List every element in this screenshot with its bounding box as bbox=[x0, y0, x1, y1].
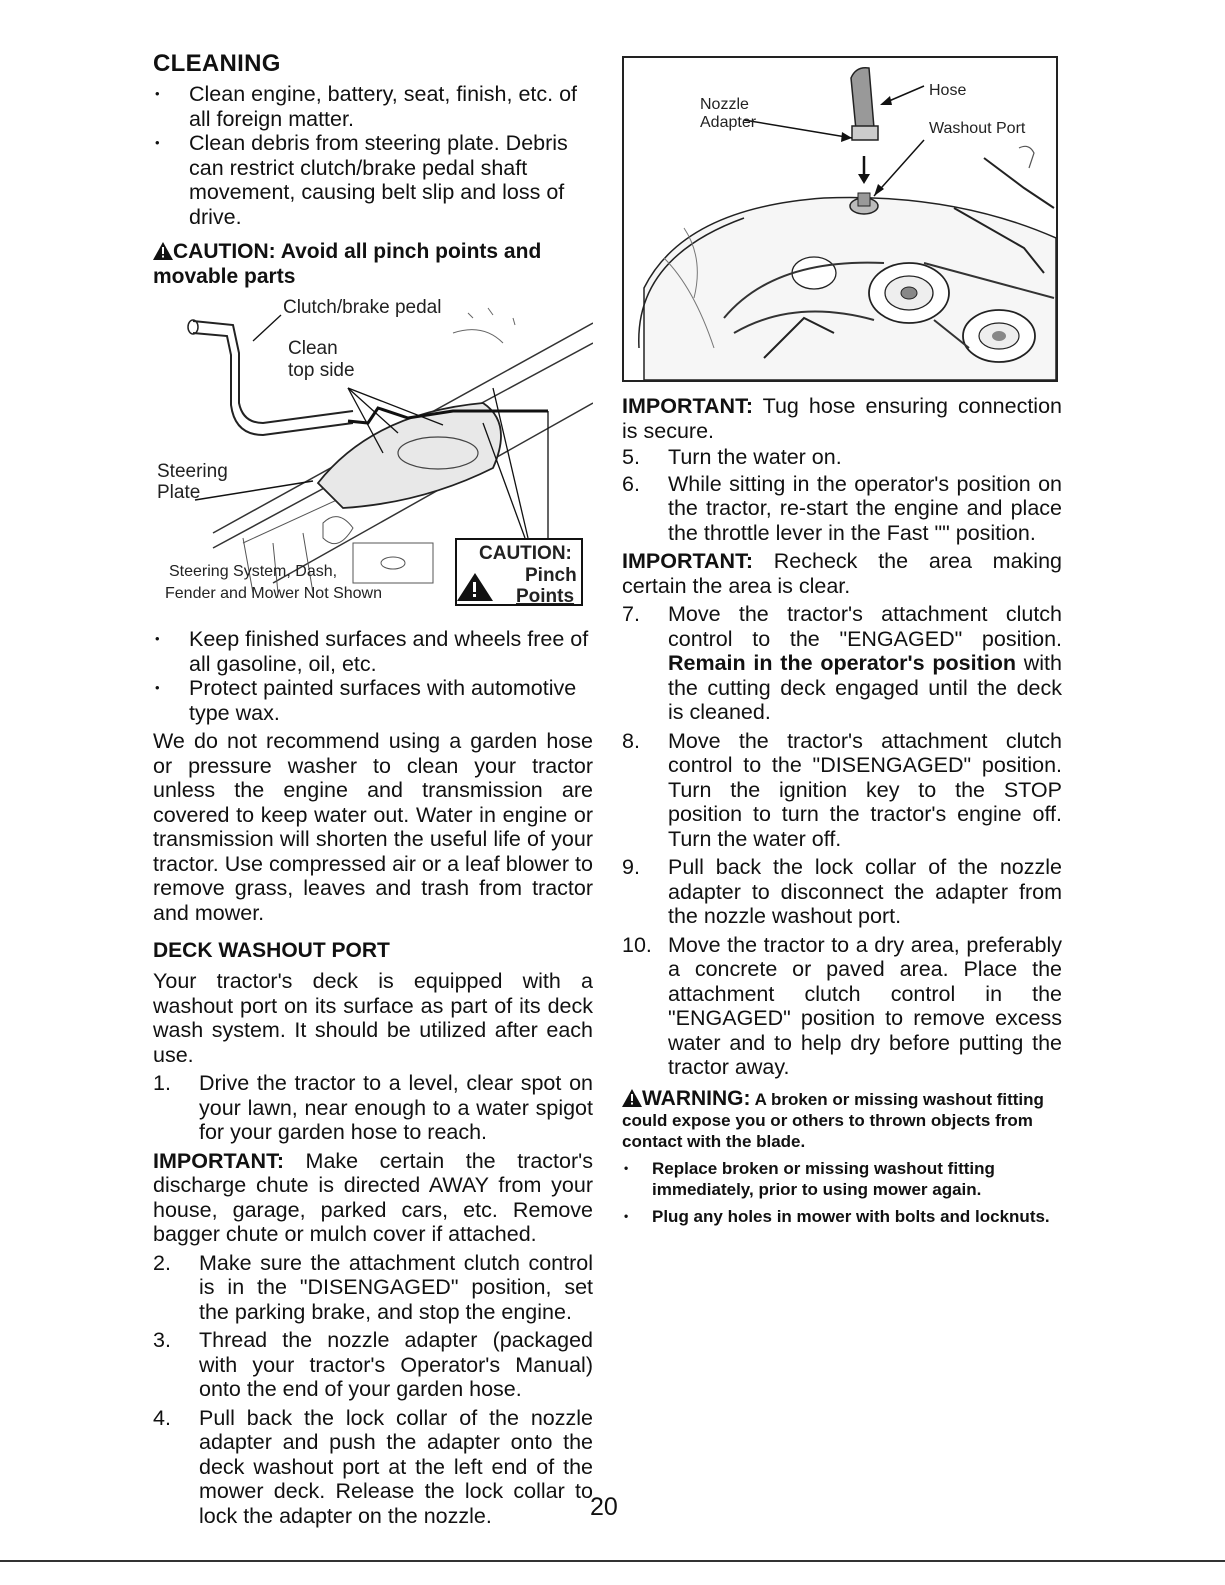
cleaning-bullet-3: • Keep finished surfaces and wheels free of all gasoline, oil, etc. bbox=[153, 627, 593, 676]
label-clean: Clean bbox=[288, 338, 338, 359]
right-column bbox=[622, 56, 1062, 1227]
bottom-rule bbox=[0, 1560, 1225, 1562]
label-steering-system-dash: Steering System, Dash, bbox=[169, 563, 338, 580]
label-hose: Hose bbox=[929, 82, 967, 99]
step-1: 1. Drive the tractor to a level, clear spot on your lawn, near enough to a water spigot for your garden hose to reach. bbox=[153, 1071, 593, 1144]
cleaning-bullet-1: • Clean engine, battery, seat, finish, etc. of all foreign matter. bbox=[153, 82, 593, 131]
label-steering: Steering bbox=[157, 461, 228, 482]
step-8-text: Move the tractor's attachment clutch control to the "DISENGAGED" position. Turn the ignition key to the STOP position to turn the tractor's engine off. Turn the water off. bbox=[668, 728, 1062, 851]
important-1-text: Make certain the tractor's discharge chute is directed AWAY from your house, garage, parked cars, etc. Remove bagger chute or mulch cover if attached. bbox=[153, 1148, 593, 1246]
label-plate: Plate bbox=[157, 482, 201, 503]
caution-box-points: Points bbox=[516, 586, 575, 607]
step-4-text: Pull back the lock collar of the nozzle adapter and push the adapter onto the deck washout port at the left end of the mower deck. Release the lock collar to lock the adapter on the nozzle. bbox=[199, 1405, 593, 1528]
warning-text: A broken or missing washout fitting could expose you or others to thrown objects from contact with the blade. bbox=[622, 1089, 1044, 1151]
warning-block bbox=[622, 1088, 1062, 1152]
cleaning-heading: CLEANING bbox=[153, 50, 281, 77]
step-3: 3. Thread the nozzle adapter (packaged with your tractor's Operator's Manual) onto the end of your garden hose. bbox=[153, 1328, 593, 1401]
step-5: 5. Turn the water on. bbox=[622, 445, 842, 469]
step-5-text: Turn the water on. bbox=[668, 445, 842, 469]
step-2-text: Make sure the attachment clutch control is in the "DISENGAGED" position, set the parking brake, and stop the engine. bbox=[199, 1250, 593, 1324]
step-6: 6. While sitting in the operator's position on the tractor, re-start the engine and place the throttle lever in the Fast "" position. bbox=[622, 471, 1062, 545]
important-3-label: IMPORTANT: bbox=[622, 549, 753, 573]
deck-washout-heading: DECK WASHOUT PORT bbox=[153, 939, 390, 962]
cleaning-bullet-2: • Clean debris from steering plate. Debris can restrict clutch/brake pedal shaft movement, causing belt slip and loss of drive. bbox=[153, 131, 593, 229]
step-7-text-b: Remain in the operator's position bbox=[668, 651, 1016, 675]
deck-intro: Your tractor's deck is equipped with a washout port on its surface as part of its deck wash system. It should be utilized after each use. bbox=[153, 969, 593, 1067]
step-9-text: Pull back the lock collar of the nozzle adapter to disconnect the adapter from the nozzle washout port. bbox=[668, 855, 1062, 928]
step-3-text: Thread the nozzle adapter (packaged with your tractor's Operator's Manual) onto the end of your garden hose. bbox=[199, 1328, 593, 1401]
label-fender-mower: Fender and Mower Not Shown bbox=[165, 585, 382, 602]
left-column bbox=[153, 50, 593, 1528]
step-1-text: Drive the tractor to a level, clear spot on your lawn, near enough to a water spigot for your garden hose to reach. bbox=[199, 1071, 593, 1144]
page-number: 20 bbox=[590, 1493, 618, 1521]
label-adapter: Adapter bbox=[700, 114, 757, 131]
washout-port-illustration bbox=[624, 58, 1056, 380]
important-2-label: IMPORTANT: bbox=[622, 394, 753, 418]
caution-text: CAUTION: Avoid all pinch points and movable parts bbox=[153, 240, 542, 288]
cleaning-bullet-4: • Protect painted surfaces with automotive type wax. bbox=[153, 676, 593, 725]
label-nozzle: Nozzle bbox=[700, 96, 749, 113]
important-3-text: Recheck the area making certain the area is clear. bbox=[622, 549, 1062, 598]
warning-triangle-icon bbox=[622, 1089, 642, 1107]
step-9: 9. Pull back the lock collar of the nozzle adapter to disconnect the adapter from the nozzle washout port. bbox=[622, 855, 1062, 928]
label-clutch-brake-pedal: Clutch/brake pedal bbox=[283, 297, 442, 318]
important-2 bbox=[622, 394, 1062, 443]
step-10-text: Move the tractor to a dry area, preferably a concrete or paved area. Place the attachment clutch control in the "ENGAGED" position to remove excess water and to help dry before putting the tractor away. bbox=[668, 932, 1062, 1079]
step-4: 4. Pull back the lock collar of the nozzle adapter and push the adapter onto the deck washout port at the left end of the mower deck. Release the lock collar to lock the adapter on the nozzle. bbox=[153, 1405, 593, 1528]
steering-plate-figure bbox=[153, 293, 593, 623]
caution-box-pinch: Pinch bbox=[525, 565, 577, 586]
label-top-side: top side bbox=[288, 360, 355, 381]
step-6-text: While sitting in the operator's position on the tractor, re-start the engine and place the throttle lever in the Fast "" position. bbox=[668, 471, 1062, 545]
step-10: 10. Move the tractor to a dry area, preferably a concrete or paved area. Place the attachment clutch control in the "ENGAGED" position to remove excess water and to help dry before putting the tractor away. bbox=[622, 932, 1062, 1079]
step-7-text-c: with the cutting deck engaged until the deck is cleaned. bbox=[668, 651, 1062, 724]
washout-port-figure bbox=[622, 56, 1058, 382]
step-7: 7. Move the tractor's attachment clutch control to the "ENGAGED" position. Remain in the operator's position with the cutting deck engaged until the deck is cleaned. bbox=[622, 602, 1062, 724]
caution-box-title: CAUTION: bbox=[479, 543, 572, 564]
step-8: 8. Move the tractor's attachment clutch control to the "DISENGAGED" position. Turn the ignition key to the STOP position to turn the tractor's engine off. Turn the water off. bbox=[622, 728, 1062, 851]
important-3 bbox=[622, 549, 1062, 598]
step-7-text-a: Move the tractor's attachment clutch control to the "ENGAGED" position. bbox=[668, 602, 1062, 651]
important-1-label: IMPORTANT: bbox=[153, 1148, 284, 1173]
important-1 bbox=[153, 1149, 593, 1247]
step-2: 2. Make sure the attachment clutch control is in the "DISENGAGED" position, set the parking brake, and stop the engine. bbox=[153, 1250, 593, 1324]
warning-bullet-1: • Replace broken or missing washout fitting immediately, prior to using mower again. bbox=[622, 1158, 1062, 1200]
label-washout-port: Washout Port bbox=[929, 120, 1026, 137]
warning-bullet-2: • Plug any holes in mower with bolts and locknuts. bbox=[622, 1206, 1062, 1227]
cleaning-paragraph: We do not recommend using a garden hose or pressure washer to clean your tractor unless the engine and transmission are covered to keep water out. Water in engine or transmission will shorten the useful life of your tractor. Use compressed air or a leaf blower to remove grass, leaves and trash from tractor and mower. bbox=[153, 729, 593, 925]
warning-triangle-icon bbox=[153, 242, 173, 260]
important-2-text: Tug hose ensuring connection is secure. bbox=[622, 394, 1062, 443]
warning-label: WARNING: bbox=[642, 1086, 751, 1110]
caution-pinch-points bbox=[153, 239, 593, 289]
